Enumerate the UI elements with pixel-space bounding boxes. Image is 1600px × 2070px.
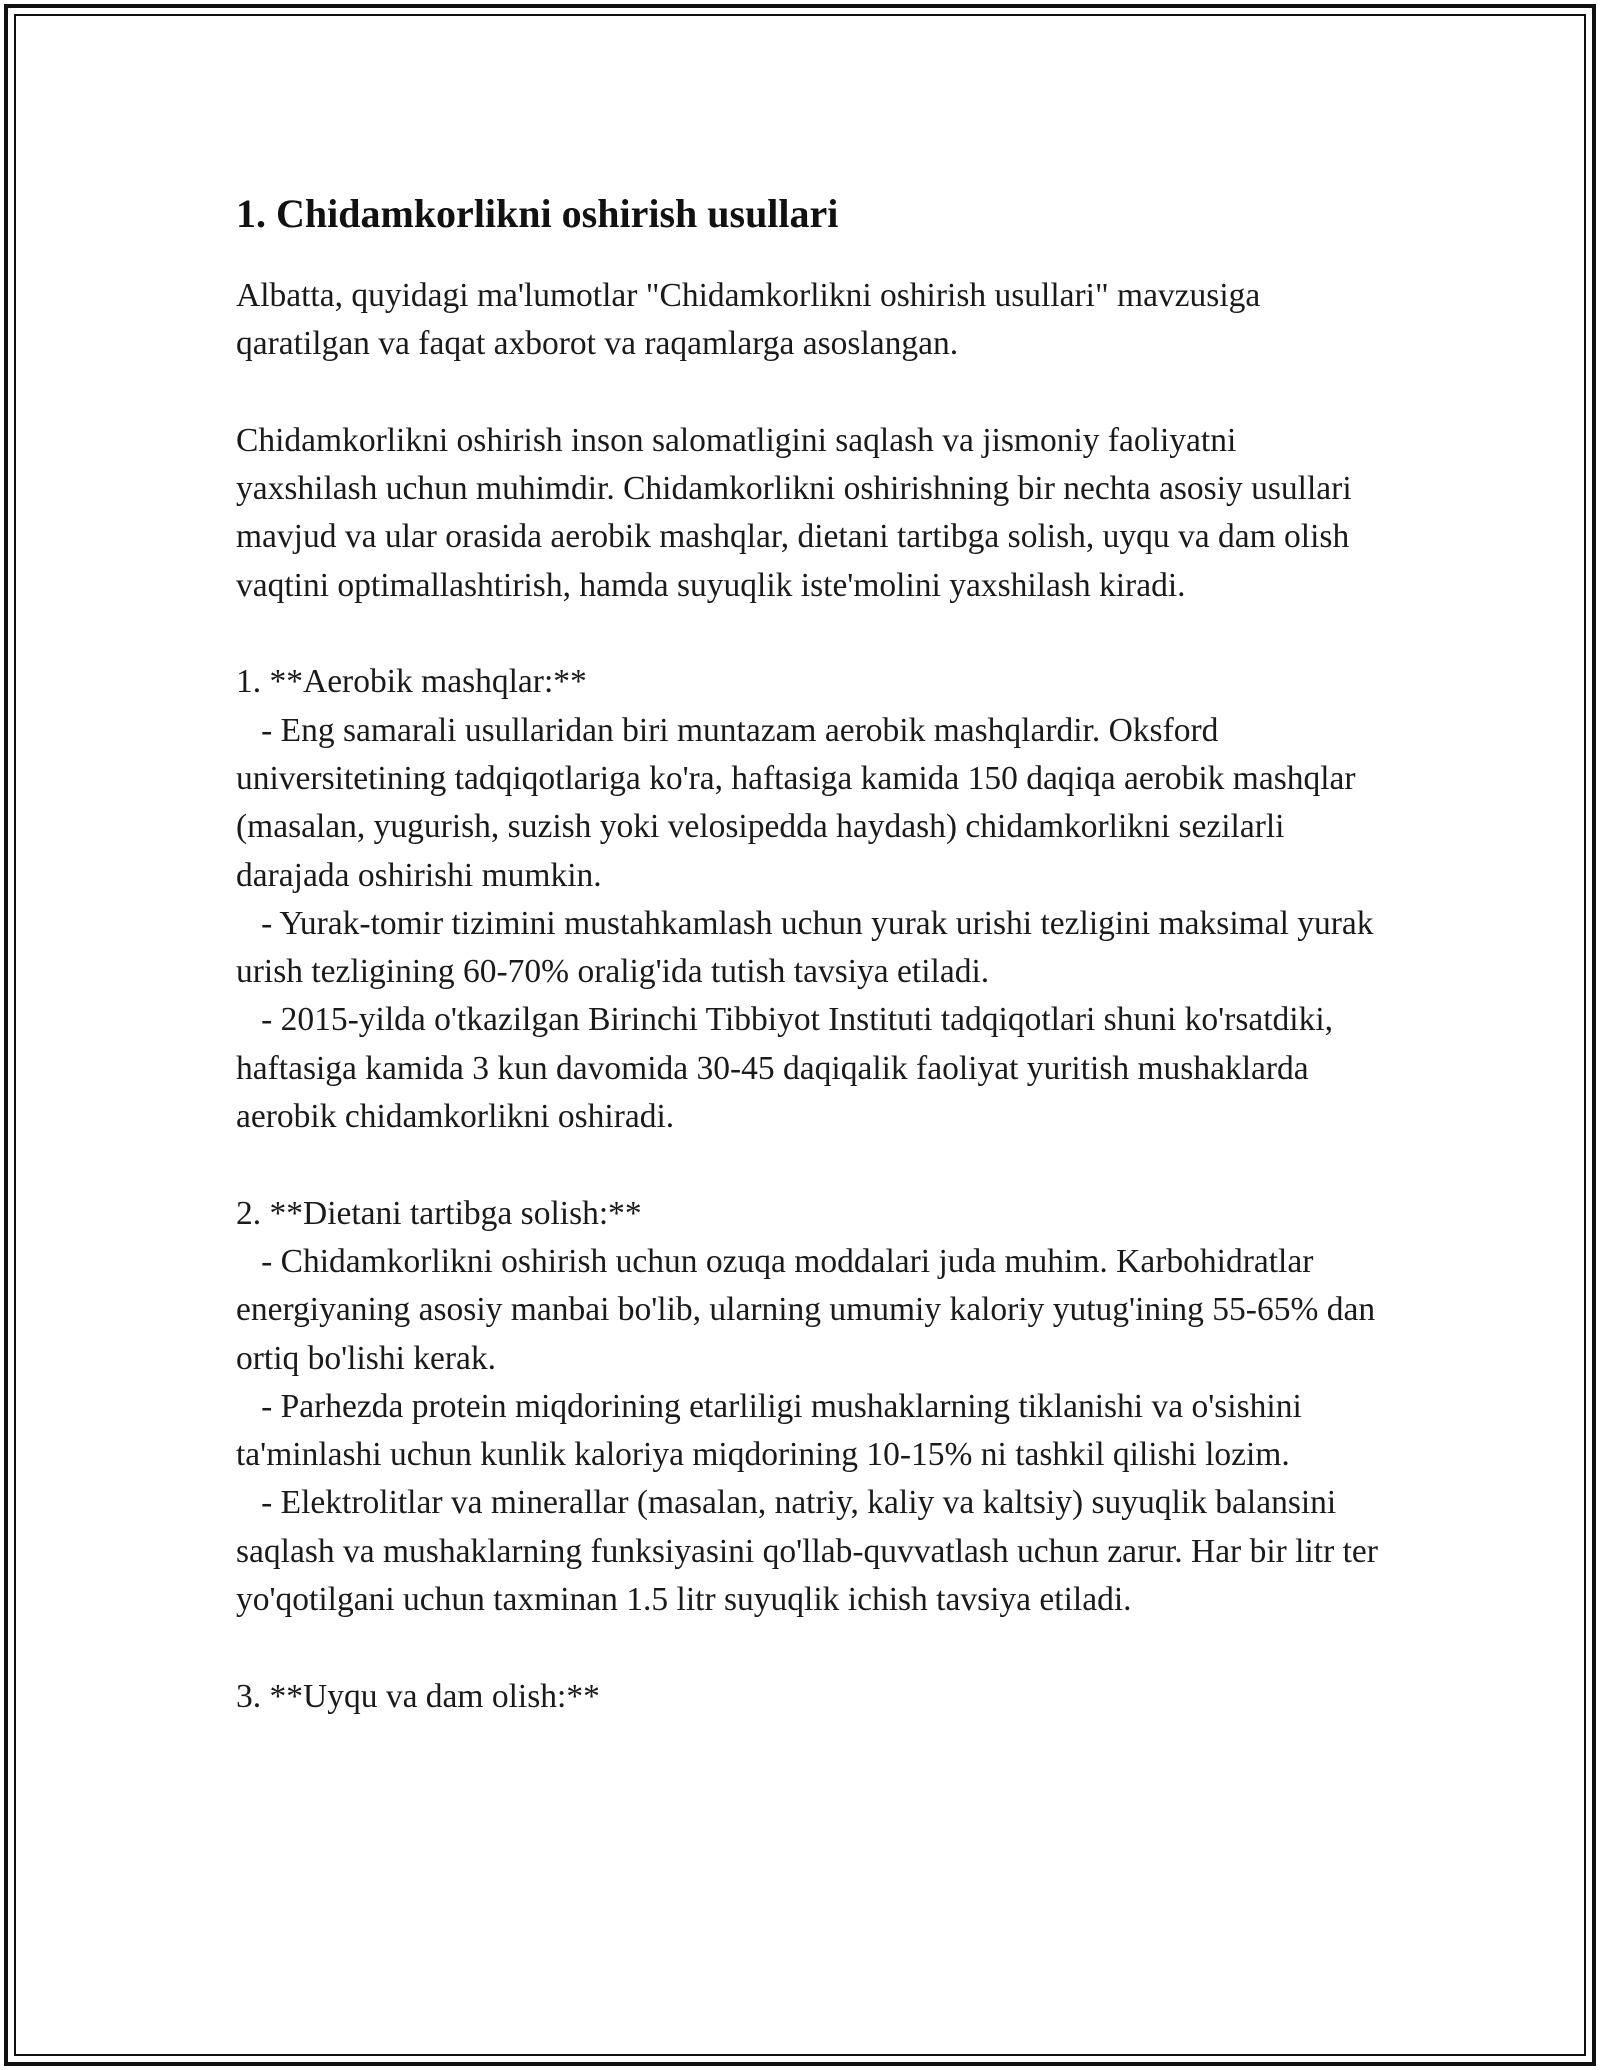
document-title: 1. Chidamkorlikni oshirish usullari [236, 191, 839, 236]
document-body [236, 186, 1386, 1721]
section-diet: 2. **Dietani tartibga solish:** - Chidamkorlikni oshirish uchun ozuqa moddalari juda muhim. Karbohidratlar energiyaning asosiy manbai bo'lib, ularning umumiy kaloriy yutug'ining 55-65% dan ortiq bo'lishi kerak. - Parhezda protein miqdorining etarliligi mushaklarning tiklanishi va o'sishini ta'minlashi uchun kunlik kaloriya miqdorining 10-15% ni tashkil qilishi lozim. - Elektrolitlar va minerallar (masalan, natriy, kaliy va kaltsiy) suyuqlik balansini saqlash va mushaklarning funksiyasini qo'llab-quvvatlash uchun zarur. Har bir litr ter yo'qotilgani uchun taxminan 1.5 litr suyuqlik ichish tavsiya etiladi. [236, 1194, 1378, 1619]
intro-paragraph: Albatta, quyidagi ma'lumotlar "Chidamkorlikni oshirish usullari" mavzusiga qaratilgan va faqat axborot va raqamlarga asoslangan. [236, 277, 1269, 363]
overview-paragraph: Chidamkorlikni oshirish inson salomatligini saqlash va jismoniy faoliyatni yaxshilash uchun muhimdir. Chidamkorlikni oshirishning bir nechta asosiy usullari mavjud va ular orasida aerobik mashqlar, dietani tartibga solish, uyqu va dam olish vaqtini optimallashtirish, hamda suyuqlik iste'molini yaxshilash kiradi. [236, 421, 1361, 604]
section-sleep-and-rest: 3. **Uyqu va dam olish:** [236, 1677, 600, 1715]
section-aerobic-exercises: 1. **Aerobik mashqlar:** - Eng samarali usullaridan biri muntazam aerobik mashqlardir. Oksford universitetining tadqiqotlariga ko'ra, haftasiga kamida 150 daqiqa aerobik mashqlar (masalan, yugurish, suzish yoki velosipedda haydash) chidamkorlikni sezilarli darajada oshirishi mumkin. - Yurak-tomir tizimini mustahkamlash uchun yurak urishi tezligini maksimal yurak urish tezligining 60-70% oralig'ida tutish tavsiya etiladi. - 2015-yilda o'tkazilgan Birinchi Tibbiyot Instituti tadqiqotlari shuni ko'rsatdiki, haftasiga kamida 3 kun davomida 30-45 daqiqalik faoliyat yuritish mushaklarda aerobik chidamkorlikni oshiradi. [236, 663, 1374, 1136]
